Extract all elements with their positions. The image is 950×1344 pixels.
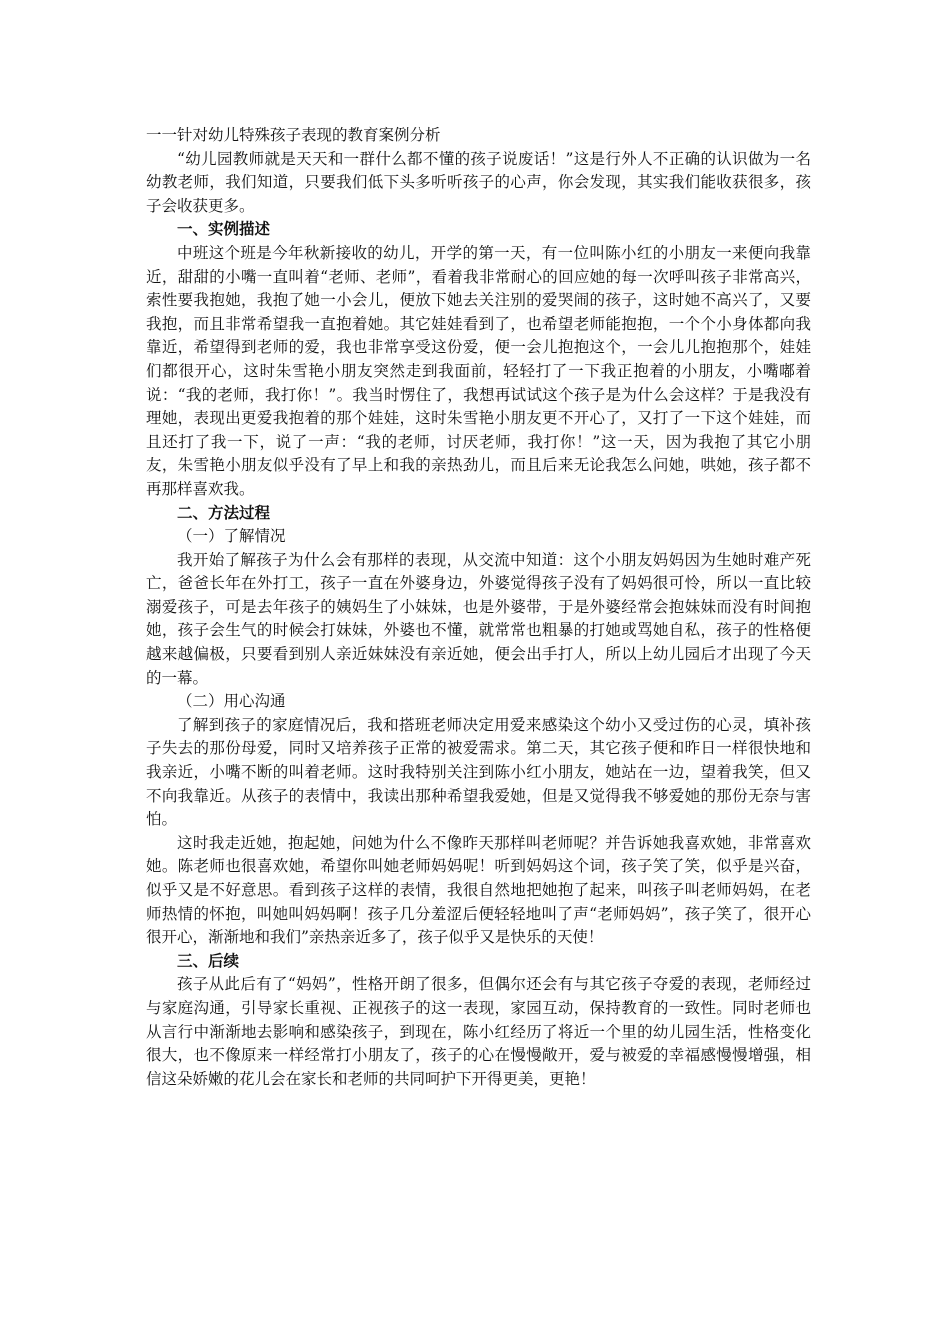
- section2-paragraph-2: 了解到孩子的家庭情况后，我和搭班老师决定用爱来感染这个幼小又受过伤的心灵，填补孩子失去的那份母爱，同时又培养孩子正常的被爱需求。第二天，其它孩子便和昨日一样很快地和我亲近，小嘴不断的叫着老师。这时我特别关注到陈小红小朋友，她站在一边，望着我笑，但又不向我靠近。从孩子的表情中，我读出那种希望我爱她，但是又觉得我不够爱她的那份无奈与害怕。: [146, 715, 811, 829]
- section2-paragraph-3: 这时我走近她，抱起她，问她为什么不像昨天那样叫老师呢？并告诉她我喜欢她，非常喜欢她。陈老师也很喜欢她，希望你叫她老师妈妈呢！听到妈妈这个词，孩子笑了笑，似乎是兴奋，似乎又是不好意思。看到孩子这样的表情，我很自然地把她抱了起来，叫孩子叫老师妈妈，在老师热情的怀抱，叫她叫妈妈啊！孩子几分羞涩后便轻轻地叫了声“老师妈妈”，孩子笑了，很开心很开心，渐渐地和我们”亲热亲近多了，孩子似乎又是快乐的天使！: [146, 833, 811, 947]
- section3-paragraph: 孩子从此后有了“妈妈”，性格开朗了很多，但偶尔还会有与其它孩子夺爱的表现，老师经过与家庭沟通，引导家长重视、正视孩子的这一表现，家园互动，保持教育的一致性。同时老师也从言行中渐渐地去影响和感染孩子，到现在，陈小红经历了将近一个里的幼儿园生活，性格变化很大，也不像原来一样经常打小朋友了，孩子的心在慢慢敞开，爱与被爱的幸福感慢慢增强，相信这朵娇嫩的花儿会在家长和老师的共同呵护下开得更美，更艳！: [146, 975, 811, 1088]
- section2-subheading-2: （二）用心沟通: [177, 692, 286, 711]
- section3-heading: 三、后续: [177, 951, 240, 970]
- section1-heading: 一、实例描述: [177, 220, 271, 239]
- document-page: [146, 124, 811, 1091]
- intro-paragraph: “幼儿园教师就是天天和一群什么都不懂的孩子说废话！”这是行外人不正确的认识做为一名幼教老师，我们知道，只要我们低下头多听听孩子的心声，你会发现，其实我们能收获很多，孩子会收获更多。: [146, 149, 811, 215]
- section1-paragraph: 中班这个班是今年秋新接收的幼儿，开学的第一天，有一位叫陈小红的小朋友一来便向我靠近，甜甜的小嘴一直叫着“老师、老师”，看着我非常耐心的回应她的每一次呼叫孩子非常高兴，索性要我抱她，我抱了她一小会儿，便放下她去关注别的爱哭闹的孩子，这时她不高兴了，又要我抱，而且非常希望我一直抱着她。其它娃娃看到了，也希望老师能抱抱，一个个小身体都向我靠近，希望得到老师的爱，我也非常享受这份爱，便一会儿抱抱这个，一会儿儿抱抱那个，娃娃们都很开心，这时朱雪艳小朋友突然走到我面前，轻轻打了一下我正抱着的小朋友，小嘴嘟着说：“我的老师，我打你！”。我当时愣住了，我想再试试这个孩子是为什么会这样？于是我没有理她，表现出更爱我抱着的那个娃娃，这时朱雪艳小朋友更不开心了，又打了一下这个娃娃，而且还打了我一下，说了一声：“我的老师，讨厌老师，我打你！”这一天，因为我抱了其它小朋友，朱雪艳小朋友似乎没有了早上和我的亲热劲儿，而且后来无论我怎么问她，哄她，孩子都不再那样喜欢我。: [146, 243, 811, 498]
- section2-subheading-1: （一）了解情况: [177, 527, 286, 546]
- document-title: 一一针对幼儿特殊孩子表现的教育案例分析: [146, 126, 441, 144]
- section2-paragraph-1: 我开始了解孩子为什么会有那样的表现，从交流中知道：这个小朋友妈妈因为生她时难产死亡，爸爸长年在外打工，孩子一直在外婆身边，外婆觉得孩子没有了妈妈很可怜，所以一直比较溺爱孩子，可是去年孩子的姨妈生了小妹妹，也是外婆带，于是外婆经常会抱妹妹而没有时间抱她，孩子会生气的时候会打妹妹，外婆也不懂，就常常也粗暴的打她或骂她自私，孩子的性格便越来越偏极，只要看到别人亲近妹妹没有亲近她，便会出手打人，所以上幼儿园后才出现了今天的一幕。: [146, 550, 811, 687]
- section2-heading: 二、方法过程: [177, 503, 271, 522]
